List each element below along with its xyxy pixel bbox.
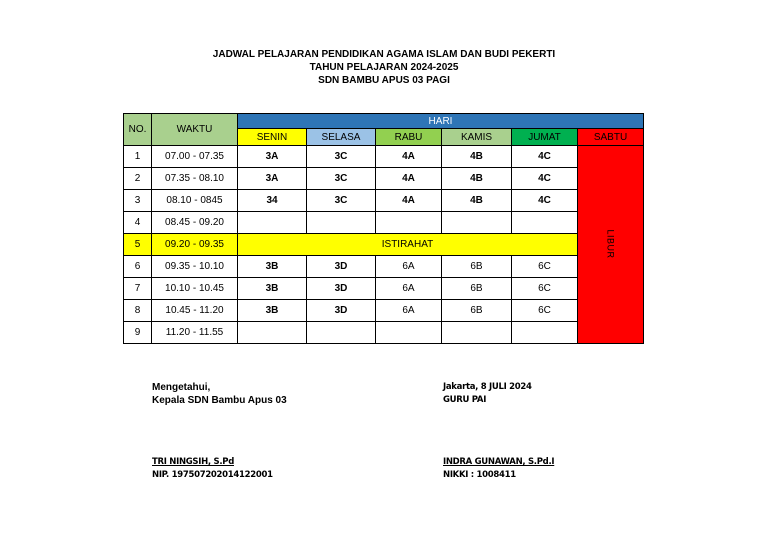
class-cell: 6B [442, 278, 512, 300]
row-no: 1 [124, 146, 152, 168]
class-cell: 6C [512, 256, 578, 278]
right-signer-name: INDRA GUNAWAN, S.Pd.I [443, 457, 555, 467]
class-cell [442, 322, 512, 344]
class-cell [442, 212, 512, 234]
class-cell [238, 322, 307, 344]
class-cell: 3D [307, 256, 376, 278]
row-time: 09.20 - 09.35 [152, 234, 238, 256]
table-row [124, 256, 644, 278]
schedule-table [123, 113, 644, 344]
day-senin: SENIN [238, 129, 307, 146]
class-cell [376, 322, 442, 344]
row-time: 08.10 - 0845 [152, 190, 238, 212]
class-cell: 4A [376, 190, 442, 212]
table-row [124, 190, 644, 212]
class-cell: 6A [376, 256, 442, 278]
class-cell: 4A [376, 168, 442, 190]
day-selasa: SELASA [307, 129, 376, 146]
row-no: 9 [124, 322, 152, 344]
class-cell: 6C [512, 300, 578, 322]
row-time: 08.45 - 09.20 [152, 212, 238, 234]
class-cell: 3D [307, 300, 376, 322]
class-cell [307, 322, 376, 344]
class-cell [512, 322, 578, 344]
signature-left-name-block [152, 456, 273, 482]
class-cell [307, 212, 376, 234]
class-cell: 6C [512, 278, 578, 300]
class-cell: 6A [376, 300, 442, 322]
class-cell: 3C [307, 190, 376, 212]
class-cell: 4B [442, 190, 512, 212]
day-kamis: KAMIS [442, 129, 512, 146]
class-cell: 3D [307, 278, 376, 300]
class-cell: 3B [238, 278, 307, 300]
doc-title-line2: TAHUN PELAJARAN 2024-2025 [309, 62, 459, 73]
signature-right-name-block [443, 456, 554, 482]
right-signer-nikki: NIKKI : 1008411 [443, 470, 516, 480]
class-cell: 3B [238, 300, 307, 322]
class-cell: 6B [442, 256, 512, 278]
right-date: Jakarta, 8 JULI 2024 [443, 382, 532, 392]
left-signer-name: TRI NINGSIH, S.Pd [152, 457, 234, 467]
class-cell: 4A [376, 146, 442, 168]
class-cell: 34 [238, 190, 307, 212]
class-cell: 4C [512, 146, 578, 168]
left-position: Kepala SDN Bambu Apus 03 [152, 395, 287, 406]
class-cell: 4B [442, 168, 512, 190]
row-no: 5 [124, 234, 152, 256]
signature-right-block [443, 381, 532, 407]
doc-title-line3: SDN BAMBU APUS 03 PAGI [318, 75, 450, 86]
class-cell [238, 212, 307, 234]
libur-label: LIBUR [605, 229, 616, 259]
row-time: 07.35 - 08.10 [152, 168, 238, 190]
table-row [124, 212, 644, 234]
class-cell [376, 212, 442, 234]
class-cell: 3C [307, 168, 376, 190]
row-no: 4 [124, 212, 152, 234]
left-signer-nip: NIP. 197507202014122001 [152, 470, 273, 480]
day-sabtu: SABTU [578, 129, 644, 146]
row-time: 10.45 - 11.20 [152, 300, 238, 322]
class-cell: 4C [512, 168, 578, 190]
table-row [124, 322, 644, 344]
row-no: 6 [124, 256, 152, 278]
row-time: 10.10 - 10.45 [152, 278, 238, 300]
signature-left-block [152, 381, 287, 407]
class-cell [512, 212, 578, 234]
left-mengetahui: Mengetahui, [152, 382, 211, 393]
header-waktu: WAKTU [152, 114, 238, 146]
row-no: 8 [124, 300, 152, 322]
break-row [124, 234, 644, 256]
header-no: NO. [124, 114, 152, 146]
right-position: GURU PAI [443, 395, 487, 405]
class-cell: 3A [238, 146, 307, 168]
row-time: 07.00 - 07.35 [152, 146, 238, 168]
table-row [124, 146, 644, 168]
class-cell: 6B [442, 300, 512, 322]
row-time: 11.20 - 11.55 [152, 322, 238, 344]
class-cell: 3B [238, 256, 307, 278]
day-rabu: RABU [376, 129, 442, 146]
table-row [124, 300, 644, 322]
doc-title-line1: JADWAL PELAJARAN PENDIDIKAN AGAMA ISLAM DAN BUDI PEKERTI [212, 49, 556, 60]
row-no: 2 [124, 168, 152, 190]
class-cell: 6A [376, 278, 442, 300]
row-no: 3 [124, 190, 152, 212]
day-jumat: JUMAT [512, 129, 578, 146]
header-hari: HARI [238, 114, 644, 129]
libur-cell [578, 146, 644, 344]
row-no: 7 [124, 278, 152, 300]
class-cell: 4B [442, 146, 512, 168]
table-row [124, 278, 644, 300]
class-cell: 4C [512, 190, 578, 212]
row-time: 09.35 - 10.10 [152, 256, 238, 278]
table-row [124, 168, 644, 190]
class-cell: 3A [238, 168, 307, 190]
istirahat-cell: ISTIRAHAT [238, 234, 578, 256]
class-cell: 3C [307, 146, 376, 168]
